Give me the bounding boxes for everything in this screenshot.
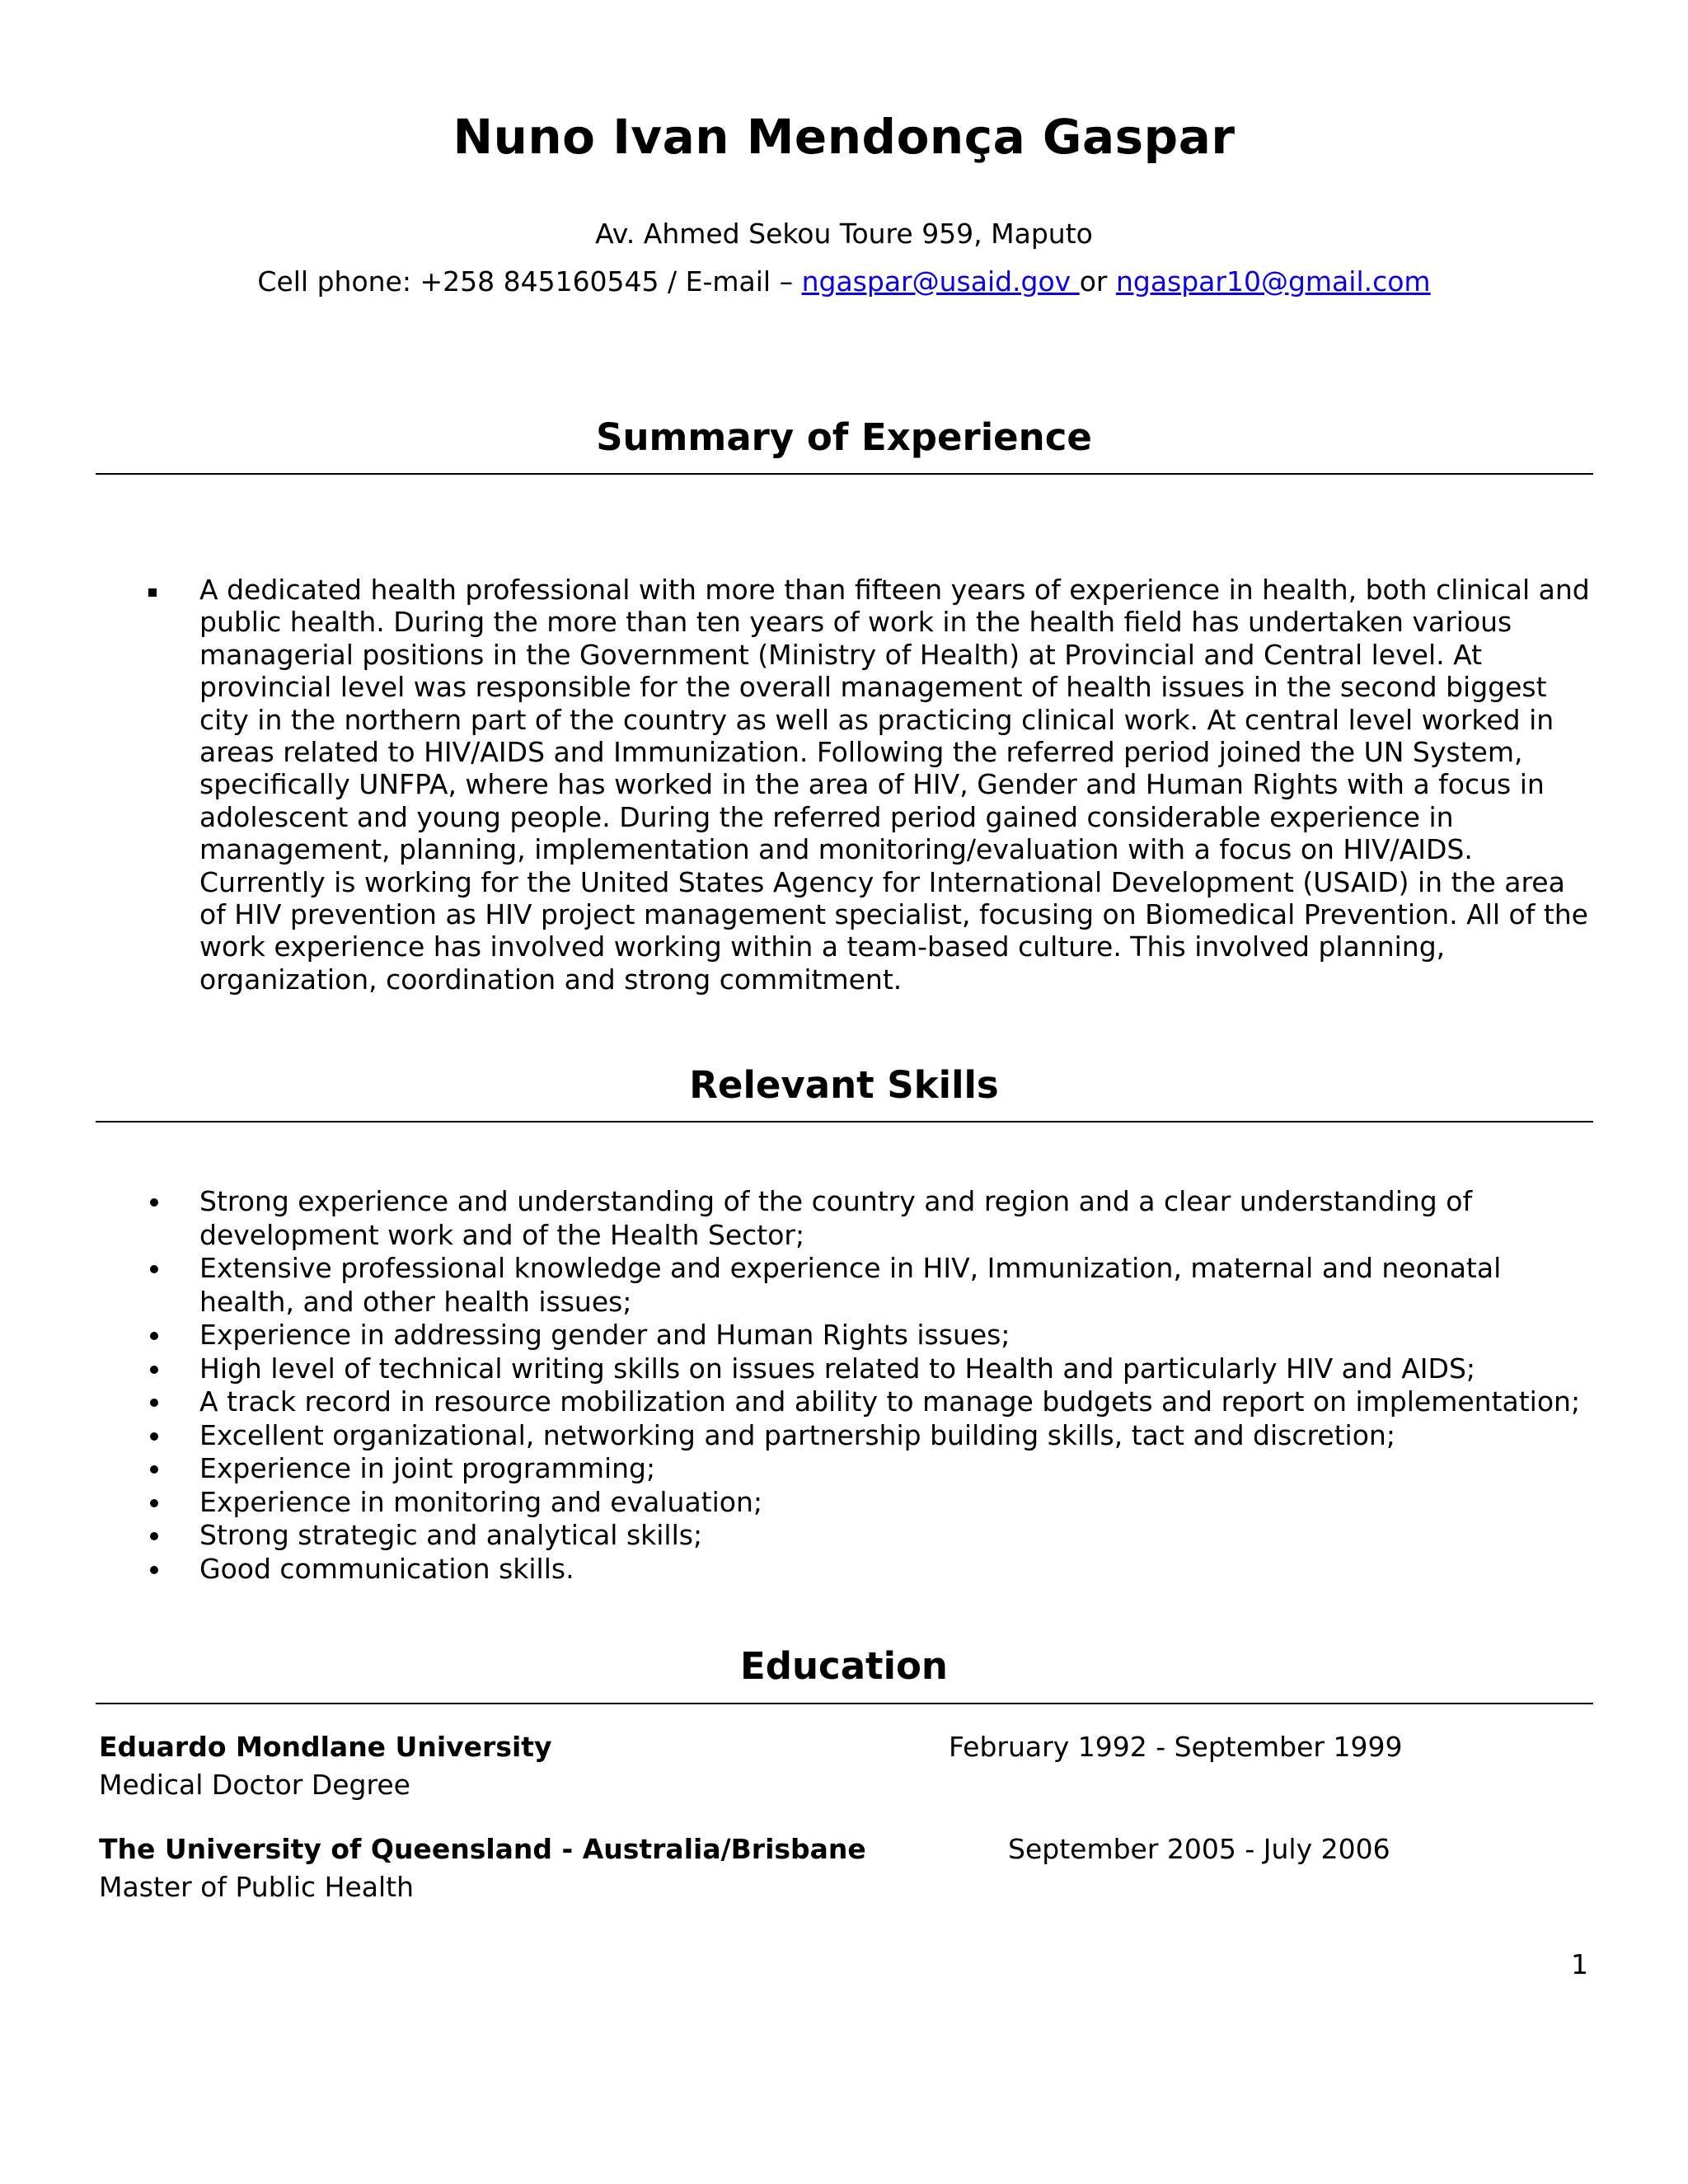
education-dates: February 1992 - September 1999	[949, 1731, 1403, 1763]
education-school: The University of Queensland - Australia/Brisbane	[99, 1833, 866, 1865]
education-degree: Medical Doctor Degree	[99, 1769, 410, 1801]
candidate-name: Nuno Ivan Mendonça Gaspar	[452, 109, 1236, 165]
skill-item: Experience in joint programming;	[148, 1452, 1599, 1486]
contact-or: or	[1079, 265, 1116, 298]
address: Av. Ahmed Sekou Toure 959, Maputo	[595, 218, 1093, 250]
education-heading: Education	[740, 1644, 948, 1688]
bullet-icon	[150, 1532, 158, 1540]
contact-prefix: Cell phone: +258 845160545 / E-mail –	[257, 265, 802, 298]
bullet-icon	[150, 1499, 158, 1507]
skill-item: Good communication skills.	[148, 1553, 1599, 1586]
page-number: 1	[1571, 1948, 1588, 1980]
bullet-icon	[150, 1399, 158, 1407]
skill-item: Strong strategic and analytical skills;	[148, 1519, 1599, 1553]
skill-item: Strong experience and understanding of the country and region and a clear understanding of development work and of the Health Sector;	[148, 1185, 1599, 1252]
square-bullet-icon	[148, 588, 157, 597]
education-dates: September 2005 - July 2006	[1008, 1833, 1390, 1865]
bullet-icon	[150, 1566, 158, 1574]
summary-text: A dedicated health professional with more than fifteen years of experience in health, both clinical and public health. During the more than ten years of work in the health field has undertaken various managerial positions in the Government (Ministry of Health) at Provincial and Central level. At provincial level was responsible for the overall management of health issues in the second biggest city in the northern part of the country as well as practicing clinical work. At central level worked in areas related to HIV/AIDS and Immunization. Following the referred period joined the UN System, specifically UNFPA, where has worked in the area of HIV, Gender and Human Rights with a focus in adolescent and young people. During the referred period gained considerable experience in management, planning, implementation and monitoring/evaluation with a focus on HIV/AIDS. Currently is working for the United States Agency for International Development (USAID) in the area of HIV prevention as HIV project management specialist, focusing on Biomedical Prevention. All of the work experience has involved working within a team-based culture. This involved planning, organization, coordination and strong commitment.	[199, 574, 1590, 996]
skills-divider	[96, 1121, 1593, 1122]
skill-item: Experience in addressing gender and Human Rights issues;	[148, 1319, 1599, 1352]
email-secondary-link[interactable]: ngaspar10@gmail.com	[1115, 265, 1431, 298]
skills-heading: Relevant Skills	[689, 1063, 999, 1107]
skill-item: Excellent organizational, networking and partnership building skills, tact and discretion;	[148, 1419, 1599, 1453]
skill-item: Experience in monitoring and evaluation;	[148, 1486, 1599, 1520]
skill-item: Extensive professional knowledge and experience in HIV, Immunization, maternal and neonatal health, and other health issues;	[148, 1252, 1599, 1319]
skill-item: A track record in resource mobilization and ability to manage budgets and report on implementation;	[148, 1385, 1599, 1419]
summary-divider	[96, 473, 1593, 475]
bullet-icon	[150, 1465, 158, 1474]
bullet-icon	[150, 1366, 158, 1374]
bullet-icon	[150, 1432, 158, 1441]
summary-heading: Summary of Experience	[596, 415, 1092, 459]
skill-item: High level of technical writing skills on issues related to Health and particularly HIV and AIDS;	[148, 1352, 1599, 1386]
email-primary-link[interactable]: ngaspar@usaid.gov	[801, 265, 1080, 298]
education-divider	[96, 1703, 1593, 1704]
bullet-icon	[150, 1265, 158, 1273]
education-degree: Master of Public Health	[99, 1871, 414, 1903]
education-school: Eduardo Mondlane University	[99, 1731, 552, 1763]
bullet-icon	[150, 1198, 158, 1207]
skills-list	[148, 1185, 1599, 1586]
bullet-icon	[150, 1332, 158, 1340]
contact-line	[0, 265, 1688, 298]
